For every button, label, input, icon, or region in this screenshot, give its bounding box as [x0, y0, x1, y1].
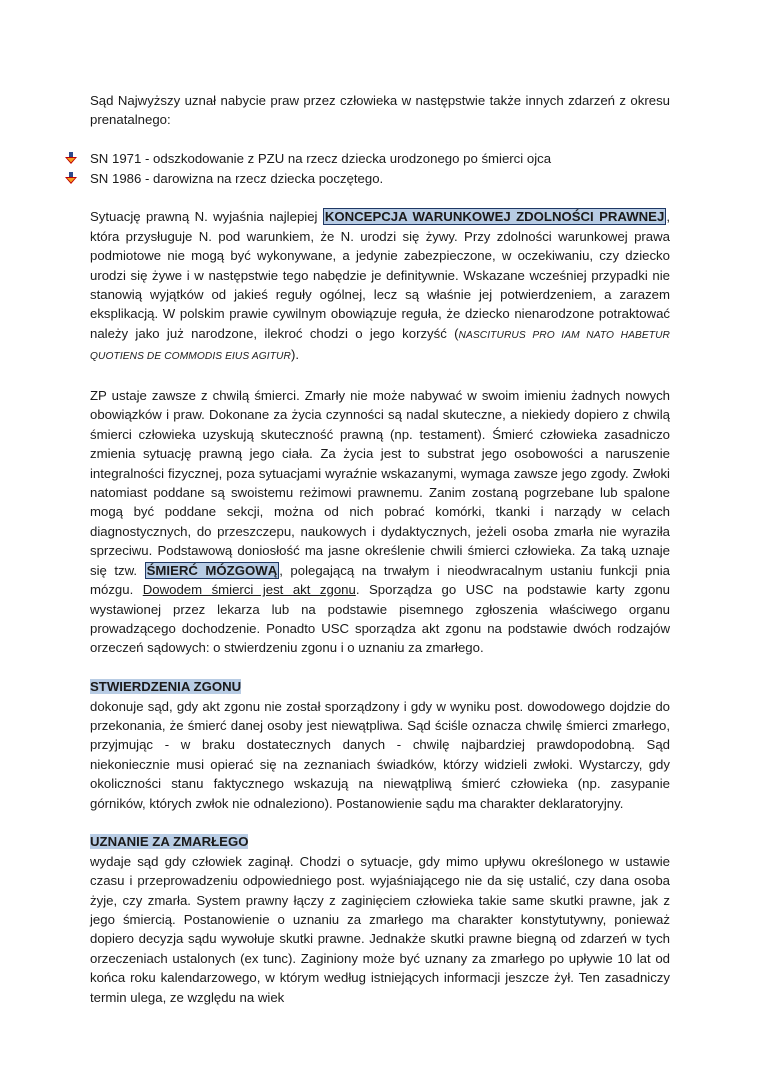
text-run: , która przysługuje N. pod warunkiem, że N. urodzi się żywy. Przy zdolności warunkowej prawa podmiotowe nie mogą być wykonywane, a jedynie zabezpieczone, w oczekiwaniu, czy dziecko urodzi się żywe i w następstwie tego nabędzie je definitywnie. Wskazane wcześniej przypadki nie stanowią wyjątków od jakieś reguły ogólnej, lecz są właśnie jej potwierdzeniem, a zarazem eksplikacją. W polskim prawie cywilnym obowiązuje reguła, że dziecko nienarodzone potraktować należy jako już narodzone, ilekroć chodzi o jego korzyść (: [90, 209, 670, 341]
spacer: [90, 658, 670, 677]
text-run: Sytuację prawną N. wyjaśnia najlepiej: [90, 209, 323, 225]
text-run: . Sporządza go USC na podstawie karty zgonu wystawionej przez lekarza lub na podstawie pisemnego zgłoszenia właściwego organu prowadzącego dochodzenie. Ponadto USC sporządza akt zgonu na podstawie dwóch rodzajów orzeczeń sądowych: o stwierdzeniu zgonu i o uznaniu za zmarłego.: [90, 582, 670, 656]
bullet-list: [90, 149, 670, 188]
arrow-bullet-icon: [65, 172, 77, 185]
spacer: [90, 367, 670, 386]
spacer: [90, 130, 670, 149]
highlighted-term: ŚMIERĆ MÓZGOWĄ: [146, 562, 278, 578]
arrow-bullet-icon: [65, 152, 77, 165]
section-heading: [90, 677, 670, 696]
bullet-text: SN 1986 - darowizna na rzecz dziecka poczętego.: [90, 170, 384, 186]
section-heading-text: STWIERDZENIA ZGONU: [90, 679, 242, 695]
death-paragraph: [90, 386, 670, 658]
intro-paragraph: Sąd Najwyższy uznał nabycie praw przez człowieka w następstwie także innych zdarzeń z okresu prenatalnego:: [90, 93, 670, 128]
latin-maxim: NASCITURUS PRO IAM NATO HABETUR QUOTIENS DE COMMODIS EIUS AGITUR: [90, 329, 671, 363]
highlighted-term: KONCEPCJA WARUNKOWEJ ZDOLNOŚCI PRAWNEJ: [324, 209, 665, 225]
text-run: , polegającą na trwałym i nieodwracalnym ustaniu funkcji pnia mózgu.: [90, 562, 670, 598]
spacer: [90, 813, 670, 832]
bullet-item: [90, 169, 670, 188]
text-run: ZP ustaje zawsze z chwilą śmierci. Zmarły nie może nabywać w swoim imieniu żadnych nowych obowiązków i praw. Dokonane za życia czynności są nadal skuteczne, a niekiedy dopiero z chwilą śmierci człowieka uzyskują skuteczność prawną (np. testament). Śmierć człowieka zasadniczo zmienia sytuację prawną jego ciała. Za życia jest to substrat jego osobowości a naruszenie integralności fizycznej, poza sytuacjami wyraźnie wskazanymi, wymaga zawsze jego zgody. Zwłoki natomiast poddane są swoistemu reżimowi prawnemu. Zanim zostaną pogrzebane lub spalone mogą być poddane sekcji, można od nich pobrać komórki, tkanki i narządy w celach diagnostycznych, do przeszczepu, naukowych i dydaktycznych, jeżeli osoba zmarła nie wyraziła sprzeciwu. Podstawową doniosłość ma jasne określenie chwili śmierci człowieka. Za taką uznaje się tzw.: [90, 388, 670, 578]
section-paragraph: dokonuje sąd, gdy akt zgonu nie został sporządzony i gdy w wyniku post. dowodowego dojdzie do przekonania, że śmierć danej osoby jest niewątpliwa. Sąd ściśle oznacza chwilę śmierci zmarłego, przyjmując - w braku dostatecznych danych - chwilę najbardziej prawdopodobną. Sąd niekoniecznie musi opierać się na zeznaniach świadków, którzy widzieli zwłoki. Wystarczy, gdy okoliczności stanu faktycznego wskazują na niewątpliwą śmierć człowieka (np. zasypanie górników, których zwłok nie odnaleziono). Postanowienie sądu ma charakter deklaratoryjny.: [90, 698, 670, 811]
spacer: [90, 188, 670, 207]
bullet-text: SN 1971 - odszkodowanie z PZU na rzecz dziecka urodzonego po śmierci ojca: [90, 151, 552, 167]
section-heading: [90, 832, 670, 851]
conditional-capacity-paragraph: [90, 207, 670, 366]
text-run: ).: [290, 347, 299, 363]
document-page: [90, 91, 670, 1007]
section-heading-text: UZNANIE ZA ZMARŁEGO: [90, 834, 249, 850]
underlined-text: Dowodem śmierci jest akt zgonu: [142, 582, 356, 598]
section-paragraph: wydaje sąd gdy człowiek zaginął. Chodzi o sytuacje, gdy mimo upływu określonego w ustawie czasu i przeprowadzeniu odpowiedniego post. wyjaśniającego nie da się ustalić, czy dana osoba żyje, czy zmarła. System prawny łączy z zaginięciem człowieka takie same skutki prawne, jak z jego śmiercią. Postanowienie o uznaniu za zmarłego ma charakter konstytutywny, ponieważ dopiero decyzja sądu wywołuje skutki prawne. Jednakże skutki prawne biegną od zdarzeń w tych orzeczeniach ustalonych (ex tunc). Zaginiony może być uznany za zmarłego po upływie 10 lat od końca roku kalendarzowego, w którym według istniejących informacji jeszcze żył. Ten zasadniczy termin ulega, ze względu na wiek: [90, 853, 670, 1005]
bullet-item: [90, 149, 670, 168]
